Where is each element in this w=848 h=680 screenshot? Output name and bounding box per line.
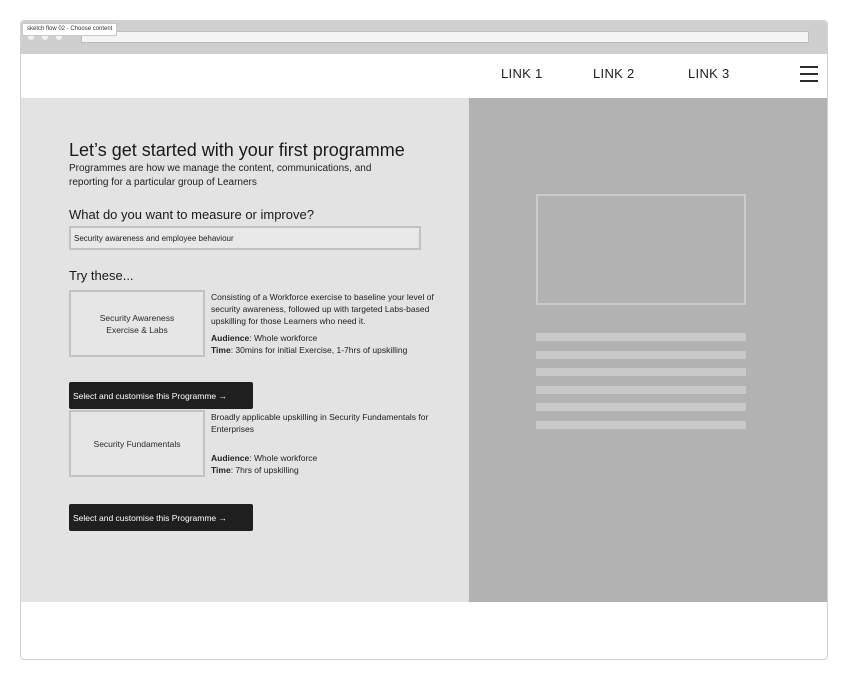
nav-link-2[interactable]: LINK 2 <box>593 66 635 81</box>
page-title: Let’s get started with your first programme <box>69 140 405 160</box>
text-placeholder-line <box>536 351 746 359</box>
top-navigation <box>21 54 828 98</box>
preview-panel <box>469 98 828 602</box>
browser-chrome <box>21 21 828 54</box>
select-programme-button[interactable]: Select and customise this Programme → <box>69 382 253 409</box>
wireframe-frame <box>20 20 828 660</box>
text-placeholder-line <box>536 421 746 429</box>
programme-card-title: Security Fundamentals <box>93 438 181 449</box>
select-programme-button[interactable]: Select and customise this Programme → <box>69 504 253 531</box>
programme-card-description: Consisting of a Workforce exercise to baseline your level of security awareness, followed up with targeted Labs-based upskilling for those Learners who need it. <box>211 292 434 326</box>
nav-link-1[interactable]: LINK 1 <box>501 66 543 81</box>
text-placeholder-line <box>536 403 746 411</box>
programme-card-audience <box>211 332 451 344</box>
hamburger-menu-icon[interactable] <box>800 66 818 83</box>
goal-input[interactable] <box>69 226 421 250</box>
audience-label: Audience <box>211 453 250 463</box>
text-placeholder-line <box>536 386 746 394</box>
page-intro: Programmes are how we manage the content, communications, and reporting for a particular group of Learners <box>69 163 372 188</box>
programme-card-description: Broadly applicable upskilling in Security Fundamentals for Enterprises <box>211 412 429 434</box>
image-placeholder <box>536 194 746 305</box>
time-value: : 30mins for initial Exercise, 1-7hrs of upskilling <box>230 345 408 355</box>
content-panel <box>21 98 469 602</box>
programme-card-time <box>211 464 451 476</box>
time-value: : 7hrs of upskilling <box>230 465 299 475</box>
audience-value: : Whole workforce <box>249 453 318 463</box>
programme-card-audience <box>211 452 451 464</box>
programme-card-title: Security Awareness Exercise & Labs <box>99 312 175 335</box>
programme-card-time <box>211 344 451 356</box>
nav-link-3[interactable]: LINK 3 <box>688 66 730 81</box>
time-label: Time <box>211 345 231 355</box>
frame-label: sketch flow 02 - Choose content <box>22 23 117 36</box>
audience-value: : Whole workforce <box>249 333 318 343</box>
goal-question: What do you want to measure or improve? <box>69 207 314 222</box>
programme-card-thumbnail[interactable] <box>69 410 205 477</box>
text-placeholder-line <box>536 333 746 341</box>
time-label: Time <box>211 465 231 475</box>
address-bar[interactable] <box>81 31 809 43</box>
audience-label: Audience <box>211 333 250 343</box>
text-placeholder-line <box>536 368 746 376</box>
suggestions-heading: Try these... <box>69 268 134 283</box>
programme-card-thumbnail[interactable] <box>69 290 205 357</box>
